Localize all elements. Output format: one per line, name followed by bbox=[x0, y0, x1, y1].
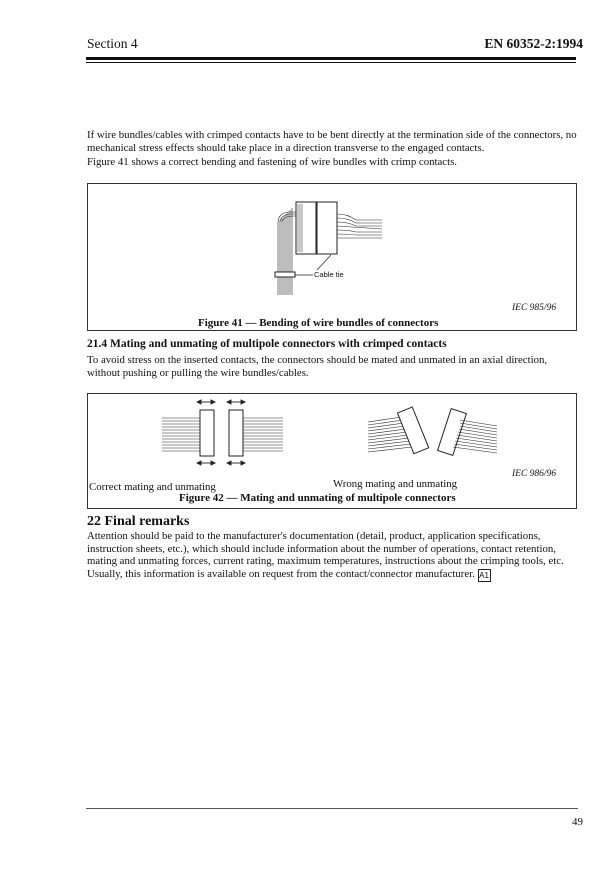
figure-42-wrong-plug bbox=[397, 407, 428, 454]
section-21-4-heading: 21.4 Mating and unmating of multipole connectors with crimped contacts bbox=[87, 338, 447, 350]
figure-42-correct-left-wires bbox=[162, 418, 200, 451]
section-22-paragraph bbox=[87, 530, 579, 582]
footer-rule bbox=[86, 808, 578, 809]
figure-42-wrong-plug-group bbox=[397, 407, 428, 454]
figure-42-title: Figure 42 — Mating and unmating of multipole connectors bbox=[179, 492, 456, 504]
figure-42-caption-correct: Correct mating and unmating bbox=[89, 481, 216, 493]
figure-41-iec-ref: IEC 985/96 bbox=[512, 303, 557, 313]
figure-42-correct-socket bbox=[229, 410, 243, 456]
figure-42-correct-plug bbox=[200, 410, 214, 456]
figure-42-arrows-bottom bbox=[197, 461, 245, 465]
standard-number: EN 60352-2:1994 bbox=[484, 36, 583, 51]
section-label: Section 4 bbox=[87, 36, 138, 51]
section-22-text: Attention should be paid to the manufacturer's documentation (detail, product, application specifications, instruction sheets, etc.), which should include information about the number of operations, contact retention, mating and unmating forces, current rating, maximum temperatures, instructions about the crimping tools, etc. Usually, this information is available on request from the contact/connector manufacturer. bbox=[87, 530, 564, 580]
figure-41-title: Figure 41 — Bending of wire bundles of connectors bbox=[198, 317, 439, 329]
amendment-end-icon: A1 bbox=[479, 570, 489, 580]
figure-42-caption-wrong: Wrong mating and unmating bbox=[333, 478, 458, 490]
section-21-4-paragraph: To avoid stress on the inserted contacts, the connectors should be mated and unmated in an axial direction, without pushing or pulling the wire bundles/cables. bbox=[87, 354, 548, 379]
intro-paragraph-1: If wire bundles/cables with crimped contacts have to be bent directly at the termination side of the connectors, no mechanical stress effects should take place in a direction transverse to the engaged contacts. bbox=[87, 129, 577, 154]
figure-41-cable-tie-label: Cable tie bbox=[314, 270, 344, 279]
figure-42-arrows-top bbox=[197, 400, 245, 404]
intro-paragraph-2: Figure 41 shows a correct bending and fastening of wire bundles with crimp contacts. bbox=[87, 156, 457, 168]
figure-42-correct-right-wires bbox=[243, 418, 283, 451]
page-number: 49 bbox=[572, 816, 583, 828]
section-22-heading: 22 Final remarks bbox=[87, 514, 190, 529]
figure-42-iec-ref: IEC 986/96 bbox=[512, 469, 557, 479]
